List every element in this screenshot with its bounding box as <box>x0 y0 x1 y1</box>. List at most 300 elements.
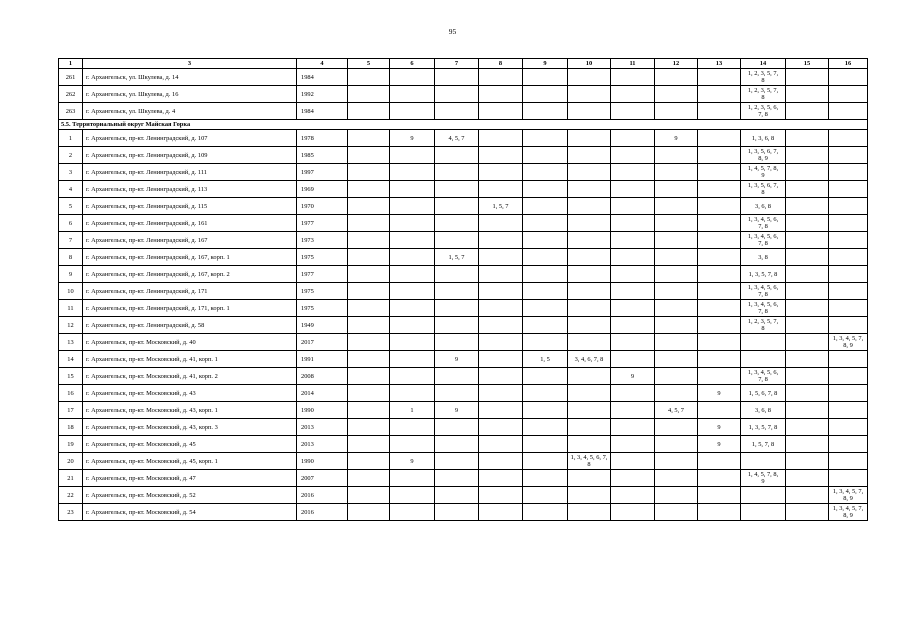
measure-cell <box>435 334 479 351</box>
measure-cell <box>479 504 523 521</box>
measure-cell <box>786 249 829 266</box>
measure-cell: 3, 6, 8 <box>741 198 786 215</box>
measure-cell: 1, 5 <box>523 351 568 368</box>
measure-cell <box>479 351 523 368</box>
section-title: 5.5. Территориальный округ Майская Горка <box>59 120 868 130</box>
measure-cell <box>390 317 435 334</box>
measure-cell: 3, 4, 6, 7, 8 <box>568 351 611 368</box>
measure-cell <box>786 470 829 487</box>
measure-cell <box>390 334 435 351</box>
measure-cell <box>698 103 741 120</box>
measure-cell <box>435 385 479 402</box>
measure-cell <box>786 103 829 120</box>
measure-cell <box>611 164 655 181</box>
measure-cell <box>479 368 523 385</box>
measure-cell <box>523 215 568 232</box>
measure-cell <box>829 385 868 402</box>
measure-cell <box>348 385 390 402</box>
year-cell: 1975 <box>297 300 348 317</box>
measure-cell <box>655 164 698 181</box>
measure-cell: 9 <box>611 368 655 385</box>
year-cell: 1975 <box>297 249 348 266</box>
measure-cell <box>523 232 568 249</box>
measure-cell <box>435 215 479 232</box>
column-header: 5 <box>348 59 390 69</box>
year-cell: 1970 <box>297 198 348 215</box>
table-row <box>59 351 868 368</box>
measure-cell <box>829 198 868 215</box>
measure-cell <box>786 164 829 181</box>
header-row <box>59 59 868 69</box>
year-cell: 2016 <box>297 487 348 504</box>
address-cell: г. Архангельск, пр-кт. Московский, д. 43, корп. 3 <box>83 419 297 436</box>
measure-cell <box>390 283 435 300</box>
measure-cell <box>479 453 523 470</box>
measure-cell <box>655 86 698 103</box>
measure-cell <box>348 198 390 215</box>
measure-cell: 1, 5, 7 <box>479 198 523 215</box>
measure-cell <box>568 436 611 453</box>
measure-cell <box>523 181 568 198</box>
year-cell: 2007 <box>297 470 348 487</box>
measure-cell <box>611 487 655 504</box>
measure-cell <box>568 249 611 266</box>
measure-cell <box>390 300 435 317</box>
column-header: 1 <box>59 59 83 69</box>
measure-cell <box>348 487 390 504</box>
address-cell: г. Архангельск, пр-кт. Московский, д. 41, корп. 2 <box>83 368 297 385</box>
row-number-cell: 9 <box>59 266 83 283</box>
address-cell: г. Архангельск, пр-кт. Московский, д. 47 <box>83 470 297 487</box>
measure-cell <box>523 86 568 103</box>
measure-cell <box>698 181 741 198</box>
measure-cell <box>568 317 611 334</box>
row-number-cell: 15 <box>59 368 83 385</box>
measure-cell <box>786 453 829 470</box>
measure-cell <box>655 147 698 164</box>
measure-cell <box>523 504 568 521</box>
measure-cell <box>655 385 698 402</box>
measure-cell <box>655 504 698 521</box>
year-cell: 2013 <box>297 419 348 436</box>
column-header: 13 <box>698 59 741 69</box>
measure-cell <box>348 470 390 487</box>
measure-cell <box>390 470 435 487</box>
table-row <box>59 232 868 249</box>
column-header: 9 <box>523 59 568 69</box>
measure-cell <box>348 181 390 198</box>
year-cell: 1949 <box>297 317 348 334</box>
measure-cell <box>390 86 435 103</box>
page-number: 95 <box>448 27 457 36</box>
measure-cell <box>655 103 698 120</box>
measure-cell <box>479 181 523 198</box>
measure-cell <box>390 436 435 453</box>
measure-cell <box>479 300 523 317</box>
measure-cell <box>523 487 568 504</box>
measure-cell <box>390 504 435 521</box>
measure-cell: 1, 3, 4, 5, 6, 7, 8 <box>741 300 786 317</box>
measure-cell: 1, 3, 4, 5, 6, 7, 8 <box>568 453 611 470</box>
measure-cell <box>568 130 611 147</box>
table-row <box>59 334 868 351</box>
measure-cell: 4, 5, 7 <box>655 402 698 419</box>
table-row <box>59 402 868 419</box>
table-row <box>59 147 868 164</box>
measure-cell <box>435 283 479 300</box>
address-cell: г. Архангельск, пр-кт. Московский, д. 40 <box>83 334 297 351</box>
measure-cell <box>348 317 390 334</box>
measure-cell <box>523 300 568 317</box>
measure-cell: 1, 3, 4, 5, 7, 8, 9 <box>829 334 868 351</box>
measure-cell <box>698 334 741 351</box>
measure-cell: 1, 5, 7 <box>435 249 479 266</box>
measure-cell <box>611 181 655 198</box>
column-header: 15 <box>786 59 829 69</box>
measure-cell <box>390 419 435 436</box>
address-cell: г. Архангельск, пр-кт. Ленинградский, д. 107 <box>83 130 297 147</box>
measure-cell <box>786 300 829 317</box>
measure-cell <box>698 249 741 266</box>
measure-cell <box>348 164 390 181</box>
row-number-cell: 22 <box>59 487 83 504</box>
row-number-cell: 12 <box>59 317 83 334</box>
measure-cell: 9 <box>435 351 479 368</box>
measure-cell <box>479 249 523 266</box>
row-number-cell: 23 <box>59 504 83 521</box>
measure-cell <box>568 181 611 198</box>
measure-cell: 1, 2, 3, 5, 7, 8 <box>741 86 786 103</box>
table-row <box>59 436 868 453</box>
measure-cell: 1, 3, 4, 5, 6, 7, 8 <box>741 232 786 249</box>
address-cell: г. Архангельск, пр-кт. Ленинградский, д. 109 <box>83 147 297 164</box>
row-number-cell: 14 <box>59 351 83 368</box>
measure-cell <box>611 86 655 103</box>
measure-cell: 9 <box>698 385 741 402</box>
measure-cell: 4, 5, 7 <box>435 130 479 147</box>
measure-cell <box>568 147 611 164</box>
address-cell: г. Архангельск, пр-кт. Ленинградский, д. 171 <box>83 283 297 300</box>
measure-cell <box>348 334 390 351</box>
column-header: 3 <box>83 59 297 69</box>
measure-cell <box>435 147 479 164</box>
measure-cell <box>390 232 435 249</box>
measure-cell <box>390 164 435 181</box>
row-number-cell: 10 <box>59 283 83 300</box>
column-header: 11 <box>611 59 655 69</box>
measure-cell <box>655 470 698 487</box>
row-number-cell: 7 <box>59 232 83 249</box>
row-number-cell: 1 <box>59 130 83 147</box>
measure-cell: 1, 2, 3, 5, 7, 8 <box>741 69 786 86</box>
address-cell: г. Архангельск, пр-кт. Московский, д. 52 <box>83 487 297 504</box>
measure-cell <box>390 181 435 198</box>
measure-cell <box>611 419 655 436</box>
measure-cell <box>786 385 829 402</box>
table-row <box>59 164 868 181</box>
row-number-cell: 6 <box>59 215 83 232</box>
measure-cell <box>698 164 741 181</box>
measure-cell: 1, 5, 7, 8 <box>741 436 786 453</box>
measure-cell <box>523 402 568 419</box>
measure-cell <box>829 69 868 86</box>
measure-cell <box>655 232 698 249</box>
measure-cell <box>348 453 390 470</box>
measure-cell <box>698 86 741 103</box>
measure-cell <box>479 86 523 103</box>
measure-cell <box>655 453 698 470</box>
year-cell: 1990 <box>297 402 348 419</box>
year-cell: 1977 <box>297 266 348 283</box>
measure-cell <box>435 198 479 215</box>
column-header: 6 <box>390 59 435 69</box>
measure-cell <box>611 198 655 215</box>
measure-cell: 1 <box>390 402 435 419</box>
measure-cell <box>829 470 868 487</box>
measure-cell <box>655 69 698 86</box>
measure-cell <box>829 181 868 198</box>
measure-cell <box>829 283 868 300</box>
measure-cell <box>479 266 523 283</box>
measure-cell: 3, 6, 8 <box>741 402 786 419</box>
column-header: 8 <box>479 59 523 69</box>
measure-cell <box>568 487 611 504</box>
address-cell: г. Архангельск, пр-кт. Ленинградский, д. 167, корп. 1 <box>83 249 297 266</box>
measure-cell <box>348 300 390 317</box>
measure-cell <box>698 300 741 317</box>
measure-cell <box>523 419 568 436</box>
measure-cell <box>611 385 655 402</box>
year-cell: 1975 <box>297 283 348 300</box>
measure-cell <box>829 147 868 164</box>
table-row <box>59 504 868 521</box>
measure-cell <box>829 103 868 120</box>
measure-cell <box>568 504 611 521</box>
measure-cell <box>741 504 786 521</box>
measure-cell <box>698 402 741 419</box>
measure-cell <box>698 69 741 86</box>
measure-cell <box>348 103 390 120</box>
measure-cell: 1, 3, 4, 5, 6, 7, 8 <box>741 283 786 300</box>
measure-cell <box>786 215 829 232</box>
measure-cell <box>698 266 741 283</box>
measure-cell: 1, 3, 4, 5, 7, 8, 9 <box>829 487 868 504</box>
measure-cell <box>786 419 829 436</box>
measure-cell <box>611 402 655 419</box>
year-cell: 2008 <box>297 368 348 385</box>
measure-cell: 1, 5, 6, 7, 8 <box>741 385 786 402</box>
measure-cell <box>348 419 390 436</box>
measure-cell <box>523 130 568 147</box>
measure-cell <box>698 351 741 368</box>
measure-cell <box>348 436 390 453</box>
measure-cell <box>655 351 698 368</box>
year-cell: 1969 <box>297 181 348 198</box>
measure-cell <box>348 215 390 232</box>
measure-cell <box>479 334 523 351</box>
measure-cell: 9 <box>390 130 435 147</box>
table-row <box>59 368 868 385</box>
measure-cell <box>611 130 655 147</box>
table-row <box>59 215 868 232</box>
measure-cell <box>348 368 390 385</box>
measure-cell <box>786 283 829 300</box>
section-row <box>59 120 868 130</box>
measure-cell <box>435 164 479 181</box>
measure-cell <box>435 453 479 470</box>
measure-cell <box>479 69 523 86</box>
measure-cell <box>611 283 655 300</box>
row-number-cell: 5 <box>59 198 83 215</box>
measure-cell <box>698 283 741 300</box>
measure-cell <box>479 317 523 334</box>
address-cell: г. Архангельск, ул. Шкулева, д. 14 <box>83 69 297 86</box>
measure-cell: 1, 3, 5, 6, 7, 8 <box>741 181 786 198</box>
column-header: 16 <box>829 59 868 69</box>
measure-cell: 9 <box>435 402 479 419</box>
measure-cell <box>568 402 611 419</box>
table-row <box>59 198 868 215</box>
measure-cell <box>348 86 390 103</box>
address-cell: г. Архангельск, пр-кт. Ленинградский, д. 167, корп. 2 <box>83 266 297 283</box>
address-cell: г. Архангельск, ул. Шкулева, д. 4 <box>83 103 297 120</box>
measure-cell: 1, 4, 5, 7, 8, 9 <box>741 470 786 487</box>
measure-cell <box>786 147 829 164</box>
measure-cell <box>568 334 611 351</box>
measure-cell <box>611 470 655 487</box>
measure-cell <box>390 249 435 266</box>
measure-cell <box>479 130 523 147</box>
row-number-cell: 263 <box>59 103 83 120</box>
measure-cell <box>348 147 390 164</box>
table-row <box>59 181 868 198</box>
measure-cell <box>523 453 568 470</box>
year-cell: 1977 <box>297 215 348 232</box>
measure-cell <box>655 368 698 385</box>
measure-cell: 9 <box>698 436 741 453</box>
measure-cell <box>390 198 435 215</box>
year-cell: 1978 <box>297 130 348 147</box>
measure-cell <box>655 283 698 300</box>
measure-cell <box>786 487 829 504</box>
measure-cell <box>786 317 829 334</box>
measure-cell <box>568 266 611 283</box>
measure-cell: 9 <box>698 419 741 436</box>
measure-cell <box>698 504 741 521</box>
measure-cell <box>611 232 655 249</box>
measure-cell <box>786 368 829 385</box>
measure-cell <box>348 249 390 266</box>
measure-cell <box>829 164 868 181</box>
measure-cell <box>568 103 611 120</box>
measure-cell <box>655 300 698 317</box>
measure-cell: 1, 3, 6, 8 <box>741 130 786 147</box>
measure-cell <box>390 147 435 164</box>
measure-cell <box>348 130 390 147</box>
measure-cell <box>523 436 568 453</box>
column-header: 7 <box>435 59 479 69</box>
table-row <box>59 69 868 86</box>
measure-cell <box>786 402 829 419</box>
measure-cell: 1, 2, 3, 5, 7, 8 <box>741 317 786 334</box>
measure-cell <box>611 147 655 164</box>
measure-cell <box>829 402 868 419</box>
row-number-cell: 8 <box>59 249 83 266</box>
year-cell: 1991 <box>297 351 348 368</box>
measure-cell <box>655 334 698 351</box>
measure-cell <box>698 453 741 470</box>
measure-cell <box>523 249 568 266</box>
row-number-cell: 3 <box>59 164 83 181</box>
measure-cell <box>829 266 868 283</box>
address-cell: г. Архангельск, пр-кт. Московский, д. 43 <box>83 385 297 402</box>
measure-cell <box>568 232 611 249</box>
year-cell: 2013 <box>297 436 348 453</box>
measure-cell <box>611 300 655 317</box>
measure-cell <box>479 103 523 120</box>
measure-cell <box>829 436 868 453</box>
measure-cell <box>698 130 741 147</box>
measure-cell: 1, 3, 4, 5, 6, 7, 8 <box>741 215 786 232</box>
table-row <box>59 487 868 504</box>
measure-cell <box>655 181 698 198</box>
measure-cell <box>348 402 390 419</box>
measure-cell <box>698 487 741 504</box>
measure-cell <box>611 334 655 351</box>
measure-cell <box>479 436 523 453</box>
measure-cell <box>435 470 479 487</box>
row-number-cell: 18 <box>59 419 83 436</box>
measure-cell <box>523 470 568 487</box>
measure-cell: 9 <box>390 453 435 470</box>
measure-cell <box>786 436 829 453</box>
measure-cell <box>829 351 868 368</box>
measure-cell <box>435 487 479 504</box>
measure-cell <box>829 215 868 232</box>
address-cell: г. Архангельск, пр-кт. Ленинградский, д. 111 <box>83 164 297 181</box>
measure-cell <box>829 86 868 103</box>
table-row <box>59 86 868 103</box>
measure-cell <box>611 103 655 120</box>
row-number-cell: 261 <box>59 69 83 86</box>
measure-cell <box>348 266 390 283</box>
table-row <box>59 419 868 436</box>
measure-cell <box>568 283 611 300</box>
measure-cell <box>655 317 698 334</box>
measure-cell <box>523 198 568 215</box>
measure-cell <box>523 103 568 120</box>
measure-cell <box>829 419 868 436</box>
measure-cell <box>786 232 829 249</box>
measure-cell <box>786 181 829 198</box>
measure-cell <box>479 385 523 402</box>
measure-cell: 1, 2, 3, 5, 6, 7, 8 <box>741 103 786 120</box>
measure-cell <box>568 470 611 487</box>
measure-cell <box>611 436 655 453</box>
measure-cell <box>568 164 611 181</box>
measure-cell <box>741 351 786 368</box>
address-cell: г. Архангельск, ул. Шкулева, д. 16 <box>83 86 297 103</box>
measure-cell <box>390 385 435 402</box>
measure-cell <box>786 266 829 283</box>
measure-cell <box>435 419 479 436</box>
measure-cell <box>611 453 655 470</box>
measure-cell <box>435 300 479 317</box>
address-cell: г. Архангельск, пр-кт. Ленинградский, д. 113 <box>83 181 297 198</box>
measure-cell <box>829 130 868 147</box>
year-cell: 1990 <box>297 453 348 470</box>
year-cell: 2016 <box>297 504 348 521</box>
